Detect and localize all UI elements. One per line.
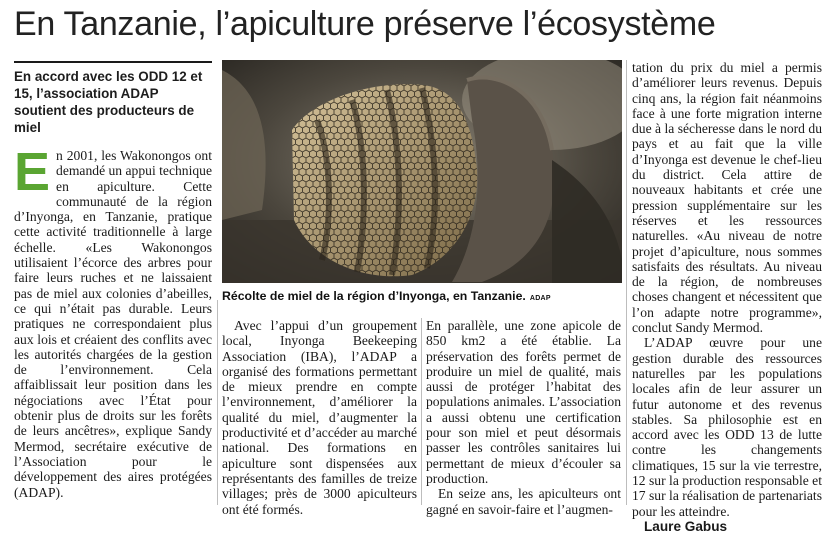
headline: En Tanzanie, l’apiculture préserve l’écosystème [14, 5, 716, 43]
lead-paragraph: En accord avec les ODD 12 et 15, l’association ADAP soutient des producteurs de miel [14, 69, 203, 135]
body-paragraph: tation du prix du miel a permis d’améliorer leurs revenus. Depuis cinq ans, la région fait néanmoins face à une forte migration interne due à la sécheresse dans le nord du pays et au fait que la ville d’Inyonga est devenue le chef-lieu du district. Cela attire de nouveaux habitants et crée une pression supplémentaire sur les réserves et les ressources naturelles. «Au niveau de notre projet d’apiculture, nous sommes satisfaits des résultats. Au niveau de la région, de nombreuses choses changent et nécessitent que l’on adapte notre programme», conclut Sandy Mermod. [632, 60, 822, 336]
photo-credit: ADAP [529, 295, 551, 302]
body-paragraph: Avec l’appui d’un groupement local, Inyonga Beekeeping Association (IBA), l’ADAP a organisé des formations permettant de mieux prendre en compte l’environnement, d’améliorer la qualité du miel, d’augmenter la productivité et d’accéder au marché national. Des formations en apiculture sont dispensées aux représentants des familles de treize villages; près de 3000 apiculteurs ont été formés. [222, 318, 417, 517]
honeycomb-photo [222, 60, 622, 283]
column-4 [632, 60, 822, 534]
body-paragraph: En seize ans, les apiculteurs ont gagné en savoir-faire et l’augmen- [426, 486, 621, 517]
lead-rule [14, 61, 212, 63]
column-divider [421, 318, 422, 505]
column-1 [14, 142, 212, 500]
body-paragraph: L’ADAP œuvre pour une gestion durable des ressources naturelles par les populations locales afin de leur assurer un futur autonome et des revenus stables. Sa philosophie est en accord avec les ODD 13 de lutte contre les changements climatiques, 15 sur la vie terrestre, 12 sur la production responsable et 17 sur la réalisation de partenariats pour les atteindre. [632, 335, 822, 519]
column-divider [626, 60, 627, 505]
body-paragraph: En parallèle, une zone apicole de 850 km2 a été établie. La préservation des forêts permet de produire un miel de qualité, mais aussi de protéger l’habitat des populations animales. L’association a aussi obtenu une certification pour son miel et peut désormais passer les contrôles sanitaires lui permettant de mieux d’écouler sa production. [426, 318, 621, 486]
column-3 [426, 318, 621, 517]
body-paragraph: n 2001, les Wakonongos ont demandé un appui technique en apiculture. Cette communauté de la région d’Inyonga, en Tanzanie, pratique cette activité traditionnelle à large échelle. «Les Wakonongos utilisaient l’écorce des arbres pour faire leurs ruches et ne laissaient pas de miel aux colonies d’abeilles, ce qui n’était pas durable. Leurs pratiques ne correspondaient plus aux lois et créaient des conflits avec les autorités chargées de la gestion de l’environnement. Cela affaiblissait leur position dans les négociations avec l’État pour obtenir plus de droits sur les forêts de leurs ancêtres», explique Sandy Mermod, secrétaire exécutive de l’Association pour le développement des aires protégées (ADAP). [14, 148, 212, 500]
caption-text: Récolte de miel de la région d’Inyonga, en Tanzanie. [222, 289, 526, 303]
author-signature: Laure Gabus [644, 518, 728, 534]
column-2 [222, 318, 417, 517]
photo-caption [222, 288, 622, 307]
column-divider [217, 300, 218, 505]
drop-cap: E [14, 142, 51, 202]
